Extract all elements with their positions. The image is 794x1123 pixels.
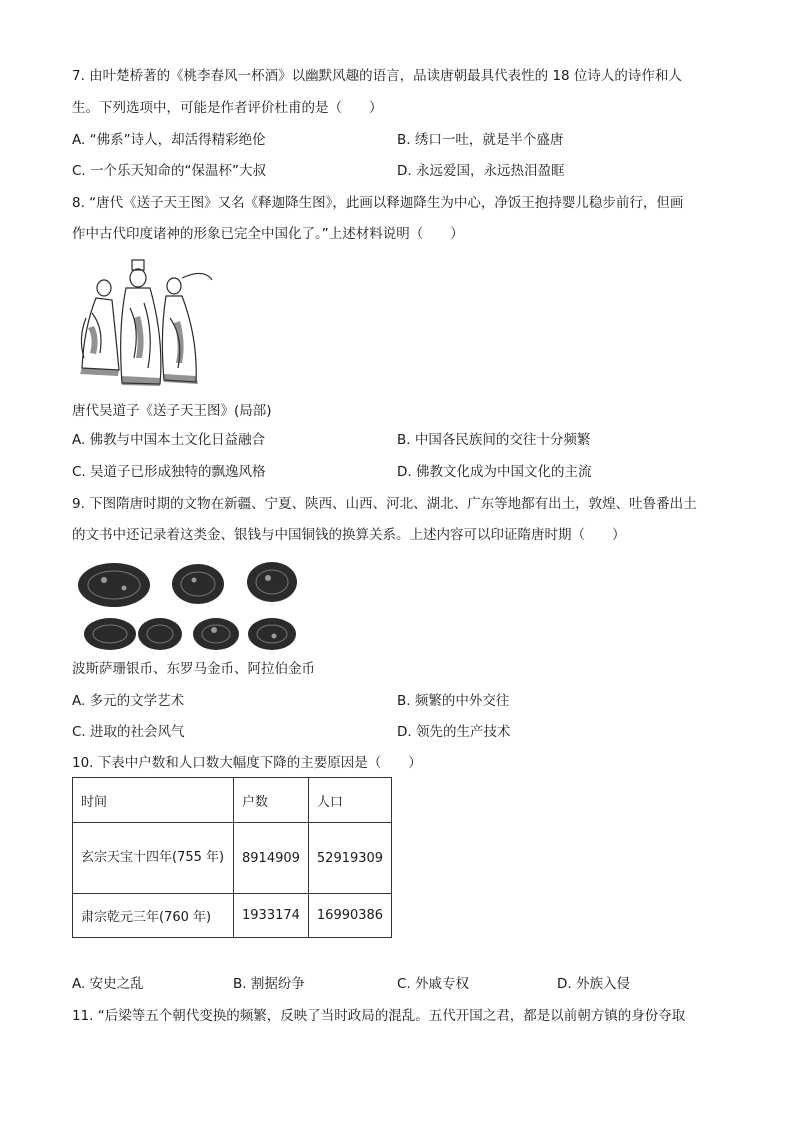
- q10-option-c[interactable]: C. 外戚专权: [397, 976, 470, 992]
- q9-figure-caption: 波斯萨珊银币、东罗马金币、阿拉伯金币: [72, 661, 315, 677]
- q8-stem-line1: 8. “唐代《送子天王图》又名《释迦降生图》，此画以释迦降生为中心，净饭王抱持婴儿稳步前行，但画: [72, 195, 684, 211]
- q10-option-a[interactable]: A. 安史之乱: [72, 976, 144, 992]
- coins-image: [74, 560, 306, 652]
- q9-stem-line1: 9. 下图隋唐时期的文物在新疆、宁夏、陕西、山西、河北、湖北、广东等地都有出土，敦煌、吐鲁番出土: [72, 496, 697, 512]
- q9-option-d[interactable]: D. 领先的生产技术: [397, 724, 511, 740]
- q9-stem-line2: 的文书中还记录着这类金、银钱与中国铜钱的换算关系。上述内容可以印证隋唐时期（ ）: [72, 527, 626, 543]
- table-cell: 16990386: [308, 894, 391, 938]
- q7-stem-line1: 7. 由叶楚桥著的《桃李春风一杯酒》以幽默风趣的语言，品读唐朝最具代表性的 18 位诗人的诗作和人: [72, 68, 682, 84]
- table-cell: 玄宗天宝十四年(755 年): [73, 823, 234, 894]
- q8-stem-line2: 作中古代印度诸神的形象已完全中国化了。”上述材料说明（ ）: [72, 226, 464, 242]
- q7-option-c[interactable]: C. 一个乐天知命的“保温杯”大叔: [72, 163, 266, 179]
- table-header-cell: 户数: [234, 778, 309, 823]
- table-row: [73, 894, 392, 938]
- q11-stem-line1: 11. “后梁等五个朝代变换的频繁，反映了当时政局的混乱。五代开国之君，都是以前朝方镇的身份夺取: [72, 1008, 686, 1024]
- q8-option-a[interactable]: A. 佛教与中国本土文化日益融合: [72, 432, 266, 448]
- table-cell: 1933174: [234, 894, 309, 938]
- table-cell: 肃宗乾元三年(760 年): [73, 894, 234, 938]
- population-table: [72, 777, 392, 938]
- q7-option-b[interactable]: B. 绣口一吐，就是半个盛唐: [397, 132, 564, 148]
- table-cell: 52919309: [308, 823, 391, 894]
- table-header-cell: 人口: [308, 778, 391, 823]
- q10-stem: 10. 下表中户数和人口数大幅度下降的主要原因是（ ）: [72, 755, 422, 771]
- q8-option-d[interactable]: D. 佛教文化成为中国文化的主流: [397, 464, 592, 480]
- painting-image: [74, 258, 220, 390]
- q9-option-a[interactable]: A. 多元的文学艺术: [72, 693, 185, 709]
- table-header-cell: 时间: [73, 778, 234, 823]
- table-row: [73, 823, 392, 894]
- q10-option-b[interactable]: B. 割据纷争: [233, 976, 305, 992]
- q7-stem-line2: 生。下列选项中，可能是作者评价杜甫的是（ ）: [72, 100, 383, 116]
- table-header-row: [73, 778, 392, 823]
- q8-figure-caption: 唐代吴道子《送子天王图》(局部): [72, 403, 272, 419]
- table-cell: 8914909: [234, 823, 309, 894]
- q7-option-a[interactable]: A. “佛系”诗人，却活得精彩绝伦: [72, 132, 266, 148]
- q10-option-d[interactable]: D. 外族入侵: [557, 976, 630, 992]
- q9-option-b[interactable]: B. 频繁的中外交往: [397, 693, 510, 709]
- q9-option-c[interactable]: C. 进取的社会风气: [72, 724, 185, 740]
- q8-option-b[interactable]: B. 中国各民族间的交往十分频繁: [397, 432, 591, 448]
- q7-option-d[interactable]: D. 永远爱国，永远热泪盈眶: [397, 163, 565, 179]
- q8-option-c[interactable]: C. 吴道子已形成独特的飘逸风格: [72, 464, 266, 480]
